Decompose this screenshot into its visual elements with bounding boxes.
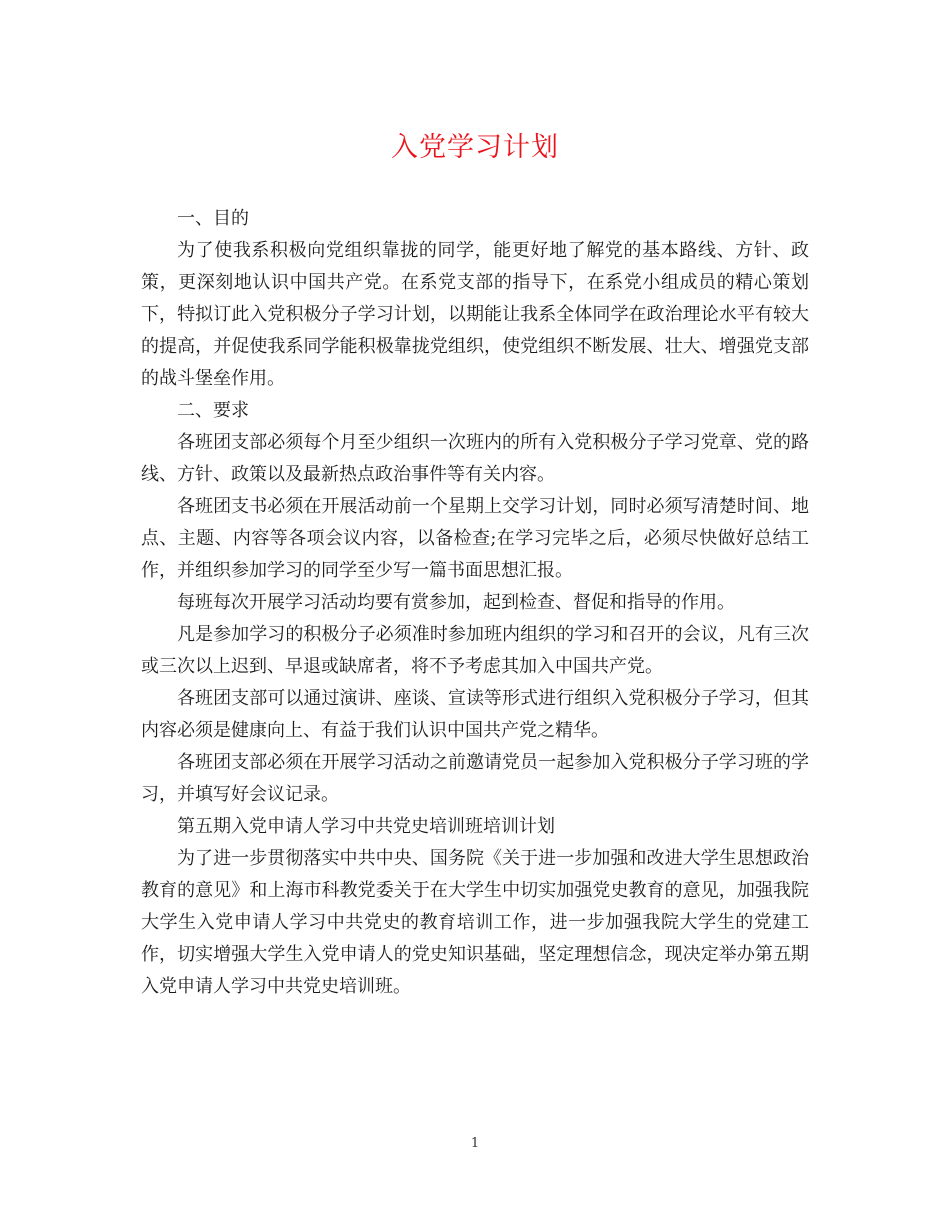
section-heading-training-plan: 第五期入党申请人学习中共党史培训班培训计划 [177, 816, 555, 837]
paragraph-training-plan: 为了进一步贯彻落实中共中央、国务院《关于进一步加强和改进大学生思想政治教育的意见》和上海市科教党委关于在大学生中切实加强党史教育的意见，加强我院大学生入党申请人学习中共党史的教育培训工作，进一步加强我院大学生的党建工作，切实增强大学生入党申请人的党史知识基础，坚定理想信念，现决定举办第五期入党申请人学习中共党史培训班。 [141, 848, 809, 997]
document-title: 入党学习计划 [391, 132, 559, 163]
paragraph-requirement-6: 各班团支部必须在开展学习活动之前邀请党员一起参加入党积极分子学习班的学习，并填写好会议记录。 [141, 752, 809, 805]
paragraph-requirement-4: 凡是参加学习的积极分子必须准时参加班内组织的学习和召开的会议，凡有三次或三次以上迟到、早退或缺席者，将不予考虑其加入中国共产党。 [141, 624, 809, 677]
section-heading-purpose: 一、目的 [177, 208, 249, 229]
paragraph-requirement-1: 各班团支部必须每个月至少组织一次班内的所有入党积极分子学习党章、党的路线、方针、政策以及最新热点政治事件等有关内容。 [141, 432, 809, 485]
paragraph-purpose: 为了使我系积极向党组织靠拢的同学，能更好地了解党的基本路线、方针、政策，更深刻地认识中国共产党。在系党支部的指导下，在系党小组成员的精心策划下，特拟订此入党积极分子学习计划，以期能让我系全体同学在政治理论水平有较大的提高，并促使我系同学能积极靠拢党组织，使党组织不断发展、壮大、增强党支部的战斗堡垒作用。 [141, 240, 809, 389]
paragraph-requirement-5: 各班团支部可以通过演讲、座谈、宣读等形式进行组织入党积极分子学习，但其内容必须是健康向上、有益于我们认识中国共产党之精华。 [141, 688, 809, 741]
paragraph-requirement-3: 每班每次开展学习活动均要有赏参加，起到检查、督促和指导的作用。 [177, 592, 735, 613]
paragraph-requirement-2: 各班团支书必须在开展活动前一个星期上交学习计划，同时必须写清楚时间、地点、主题、内容等各项会议内容，以备检查;在学习完毕之后，必须尽快做好总结工作，并组织参加学习的同学至少写一篇书面思想汇报。 [141, 496, 809, 581]
document-body [141, 203, 809, 1003]
section-heading-requirements: 二、要求 [177, 400, 249, 421]
page-number: 1 [470, 1136, 480, 1151]
